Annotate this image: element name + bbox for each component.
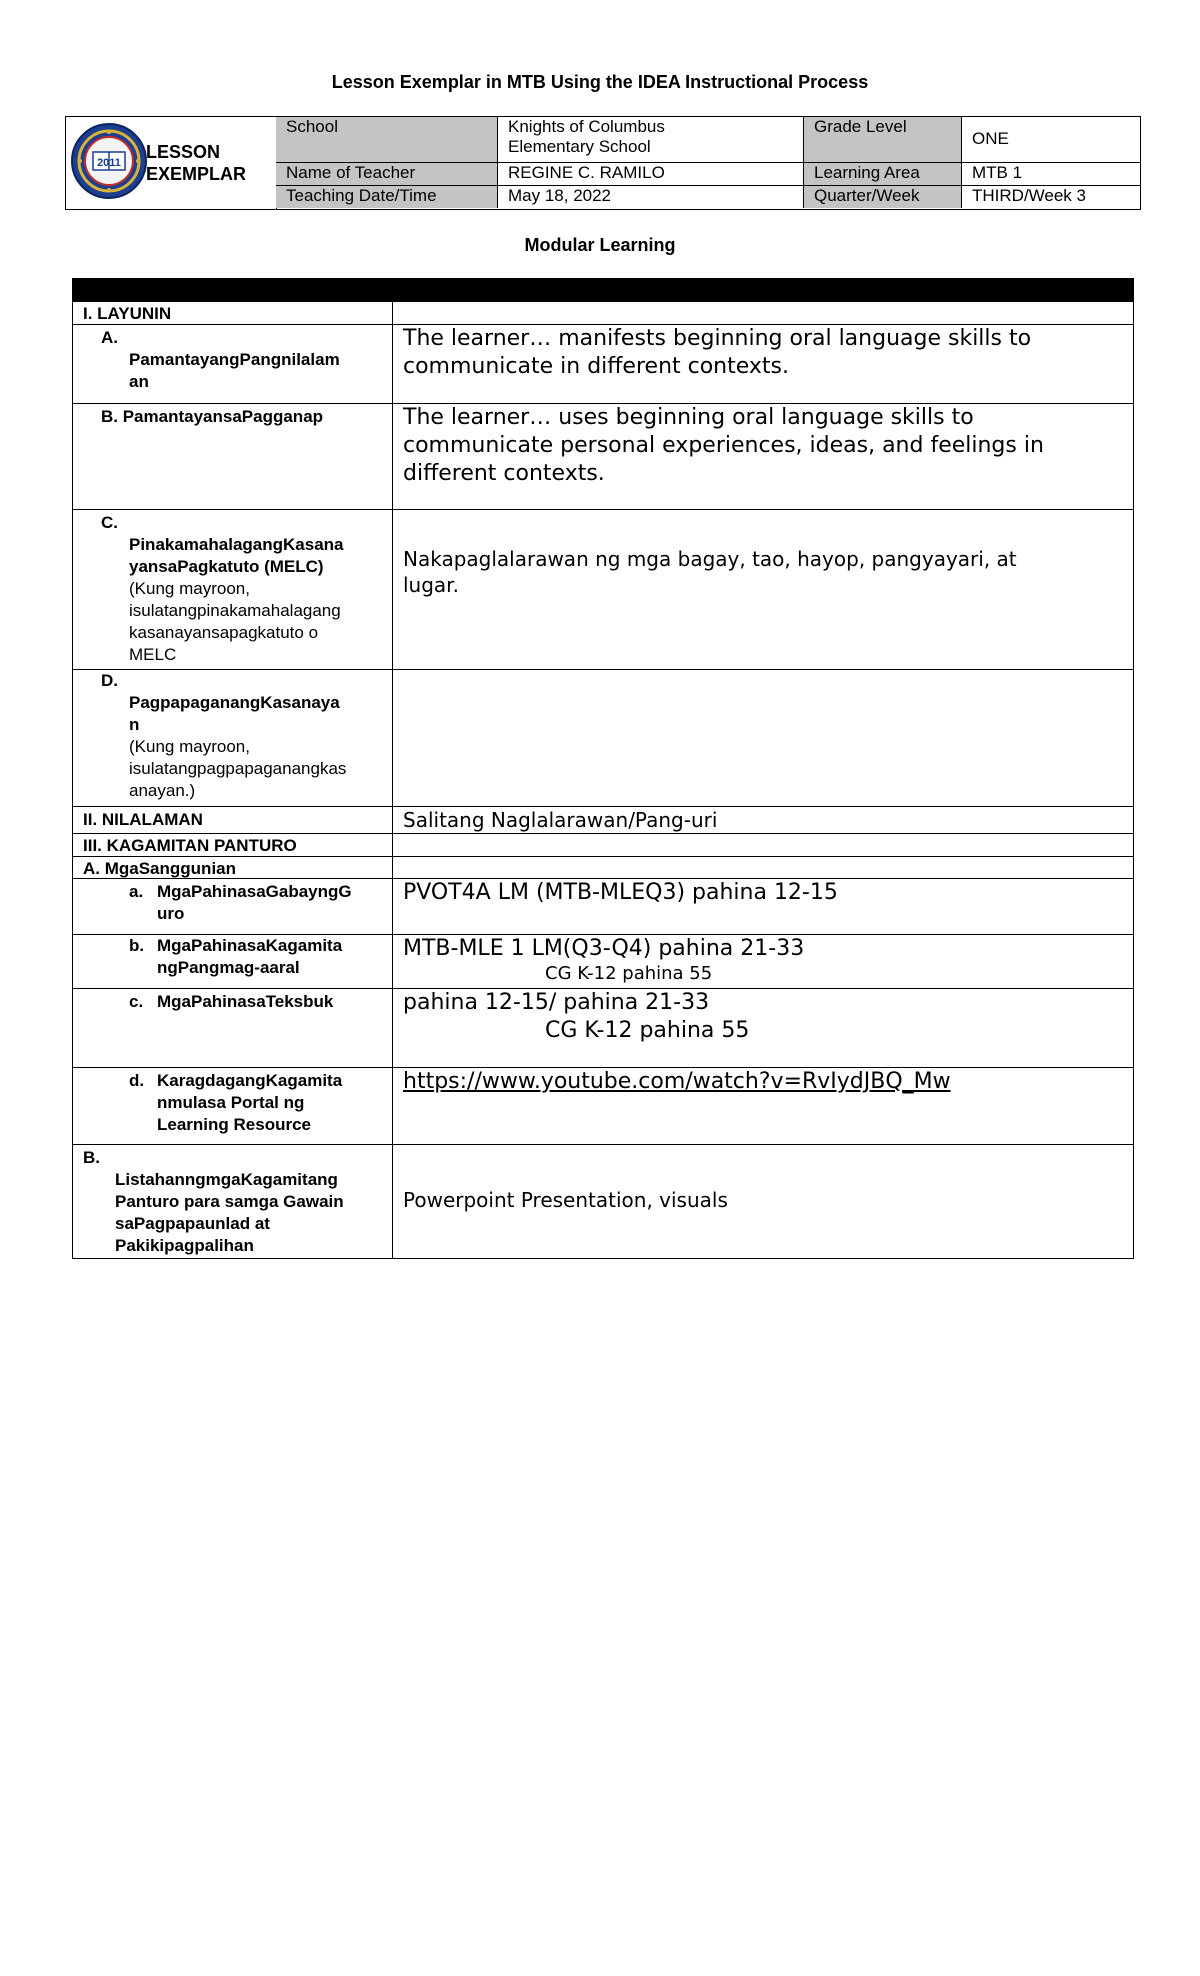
row-sc-value-line2: CG K-12 pahina 55: [545, 1018, 750, 1043]
row-kagamitan-panturo: [72, 834, 1134, 857]
row-d-label-cell: [73, 670, 393, 806]
row-sd-label-line2: nmulasa Portal ng: [157, 1093, 305, 1112]
area-value-cell: [962, 163, 1140, 186]
row-sc-letter: c.: [129, 992, 144, 1011]
nilalaman-value: Salitang Naglalarawan/Pang-uri: [403, 808, 718, 832]
row-lb-label-line2: Panturo para samga Gawain: [115, 1192, 344, 1211]
row-lb-label-line4: Pakikipagpalihan: [115, 1236, 254, 1255]
row-d-label-line1: PagpapaganangKasanaya: [129, 693, 340, 712]
row-sanggunian-label-cell: [73, 857, 393, 878]
row-b-listahan-kagamitang-panturo: [72, 1145, 1134, 1259]
row-lb-value-cell: [393, 1145, 1133, 1258]
teacher-label-cell: [276, 163, 498, 186]
row-sb-value-cell: [393, 935, 1133, 988]
area-label-cell: [804, 163, 962, 186]
row-c-label-line1: PinakamahalagangKasana: [129, 535, 344, 554]
logo-cell: [66, 117, 277, 209]
lesson-label-line1: LESSON: [146, 142, 221, 162]
row-sc-label-cell: [73, 989, 393, 1067]
row-c-label-cell: [73, 510, 393, 669]
row-b-value-cell: [393, 404, 1133, 509]
row-sc-label: MgaPahinasaTeksbuk: [157, 992, 334, 1011]
row-lb-letter: B.: [83, 1148, 100, 1167]
date-label: Teaching Date/Time: [286, 186, 437, 205]
row-lb-label-line1: ListahanngmgaKagamitang: [115, 1170, 338, 1189]
grade-label: Grade Level: [814, 117, 907, 136]
row-sd-label-cell: [73, 1068, 393, 1144]
row-kagamitan-value-cell: [393, 834, 1133, 856]
row-a-label-line2: an: [129, 372, 149, 391]
row-c-value-line2: lugar.: [403, 573, 459, 597]
row-sb-label-line1: MgaPahinasaKagamita: [157, 936, 343, 955]
row-layunin-value-cell: [393, 302, 1133, 324]
row-a-label-line1: PamantayangPangnilalam: [129, 350, 340, 369]
row-b-value-line3: different contexts.: [403, 461, 605, 486]
school-value-cell: [498, 117, 804, 163]
row-d-value-cell: [393, 670, 1133, 806]
row-a-letter: A.: [101, 328, 118, 347]
row-b-label: B. PamantayansaPagganap: [101, 407, 324, 426]
date-value-cell: [498, 186, 804, 208]
row-sb-label-cell: [73, 935, 393, 988]
row-c-melc: [72, 510, 1134, 670]
row-c-label-line4: isulatangpinakamahalagang: [129, 601, 341, 620]
sanggunian-label: A. MgaSanggunian: [83, 859, 236, 878]
area-label: Learning Area: [814, 163, 920, 182]
row-sd-letter: d.: [129, 1071, 145, 1090]
school-label: School: [286, 117, 338, 136]
school-label-cell: [276, 117, 498, 163]
row-c-label-line3: (Kung mayroon,: [129, 579, 250, 598]
row-c-letter: C.: [101, 513, 118, 532]
row-d-label-line3: (Kung mayroon,: [129, 737, 250, 756]
school-value-line2: Elementary School: [508, 137, 651, 156]
row-d-pagpapaganang-kasanayan: [72, 670, 1134, 807]
youtube-resource-link[interactable]: https://www.youtube.com/watch?v=RvIydJBQ_Mw: [403, 1069, 951, 1094]
lesson-label-line2: EXEMPLAR: [146, 164, 247, 184]
area-value: MTB 1: [972, 163, 1023, 182]
teacher-value-cell: [498, 163, 804, 186]
logo-text: 2011: [97, 157, 121, 169]
row-sa-label-line1: MgaPahinasaGabayngG: [157, 882, 352, 901]
row-nilalaman: [72, 807, 1134, 834]
row-b-label-cell: [73, 404, 393, 509]
row-sd-label-line1: KaragdagangKagamita: [157, 1071, 343, 1090]
quarter-label: Quarter/Week: [814, 186, 920, 205]
row-sa-label-cell: [73, 879, 393, 934]
row-a-pamantayang-pangnilalaman: [72, 325, 1134, 404]
quarter-label-cell: [804, 186, 962, 208]
row-b-value-line1: The learner… uses beginning oral language skills to: [403, 405, 974, 430]
row-sa-label-line2: uro: [157, 904, 185, 923]
school-value-line1: Knights of Columbus: [508, 117, 665, 136]
document-title: Lesson Exemplar in MTB Using the IDEA Instructional Process: [331, 72, 869, 92]
row-c-label-line6: MELC: [129, 645, 177, 664]
row-sc-value-cell: [393, 989, 1133, 1067]
row-d-label-line5: anayan.): [129, 781, 196, 800]
row-kagamitan-label-cell: [73, 834, 393, 856]
row-a-value-line2: communicate in different contexts.: [403, 354, 789, 379]
row-sd-label-line3: Learning Resource: [157, 1115, 311, 1134]
row-c-teksbuk: [72, 989, 1134, 1068]
quarter-value: THIRD/Week 3: [972, 186, 1086, 205]
modular-learning-heading: Modular Learning: [524, 235, 676, 255]
layunin-label: I. LAYUNIN: [83, 304, 172, 323]
row-layunin-label-cell: [73, 302, 393, 324]
row-d-letter: D.: [101, 671, 118, 690]
row-sa-value-cell: [393, 879, 1133, 934]
row-c-label-line2: yansaPagkatuto (MELC): [129, 557, 324, 576]
lesson-exemplar-label: [146, 141, 246, 185]
row-sa-value: PVOT4A LM (MTB-MLEQ3) pahina 12-15: [403, 880, 838, 905]
row-lb-value: Powerpoint Presentation, visuals: [403, 1188, 728, 1212]
row-sd-value-cell: [393, 1068, 1133, 1144]
teacher-value: REGINE C. RAMILO: [508, 163, 665, 182]
table-header-bar: [72, 278, 1134, 302]
kagamitan-label: III. KAGAMITAN PANTURO: [83, 836, 297, 855]
grade-value-cell: [962, 117, 1140, 163]
date-label-cell: [276, 186, 498, 208]
quarter-value-cell: [962, 186, 1140, 208]
row-sb-value-line2: CG K-12 pahina 55: [545, 963, 713, 984]
grade-label-cell: [804, 117, 962, 163]
date-value: May 18, 2022: [508, 186, 612, 205]
row-c-value-cell: [393, 510, 1133, 669]
row-sanggunian-value-cell: [393, 857, 1133, 878]
header-table: [65, 116, 1141, 210]
row-sb-label-line2: ngPangmag-aaral: [157, 958, 300, 977]
row-a-label-cell: [73, 325, 393, 403]
row-b-kagamitang-pangmag-aaral: [72, 935, 1134, 989]
teacher-label: Name of Teacher: [286, 163, 416, 182]
grade-value: ONE: [972, 129, 1009, 148]
row-d-label-line4: isulatangpagpapaganangkas: [129, 759, 347, 778]
row-sb-value-line1: MTB-MLE 1 LM(Q3-Q4) pahina 21-33: [403, 936, 805, 961]
row-d-label-line2: n: [129, 715, 140, 734]
row-c-value-line1: Nakapaglalarawan ng mga bagay, tao, hayop, pangyayari, at: [403, 547, 1017, 571]
school-seal-logo: [70, 122, 148, 200]
row-sc-value-line1: pahina 12-15/ pahina 21-33: [403, 990, 710, 1015]
row-a-value-line1: The learner… manifests beginning oral language skills to: [403, 326, 1032, 351]
row-sa-letter: a.: [129, 882, 144, 901]
row-d-portal-learning-resource: [72, 1068, 1134, 1145]
row-sb-letter: b.: [129, 936, 145, 955]
row-lb-label-cell: [73, 1145, 393, 1258]
nilalaman-label: II. NILALAMAN: [83, 810, 203, 829]
row-c-label-line5: kasanayansapagkatuto o: [129, 623, 319, 642]
row-a-gabay-ng-guro: [72, 879, 1134, 935]
row-b-pamantayan-sa-pagganap: [72, 404, 1134, 510]
row-nilalaman-label-cell: [73, 807, 393, 833]
row-a-value-cell: [393, 325, 1133, 403]
row-lb-label-line3: saPagpapaunlad at: [115, 1214, 270, 1233]
row-layunin: [72, 302, 1134, 325]
row-b-value-line2: communicate personal experiences, ideas, and feelings in: [403, 433, 1044, 458]
row-nilalaman-value-cell: [393, 807, 1133, 833]
row-mga-sanggunian: [72, 857, 1134, 879]
